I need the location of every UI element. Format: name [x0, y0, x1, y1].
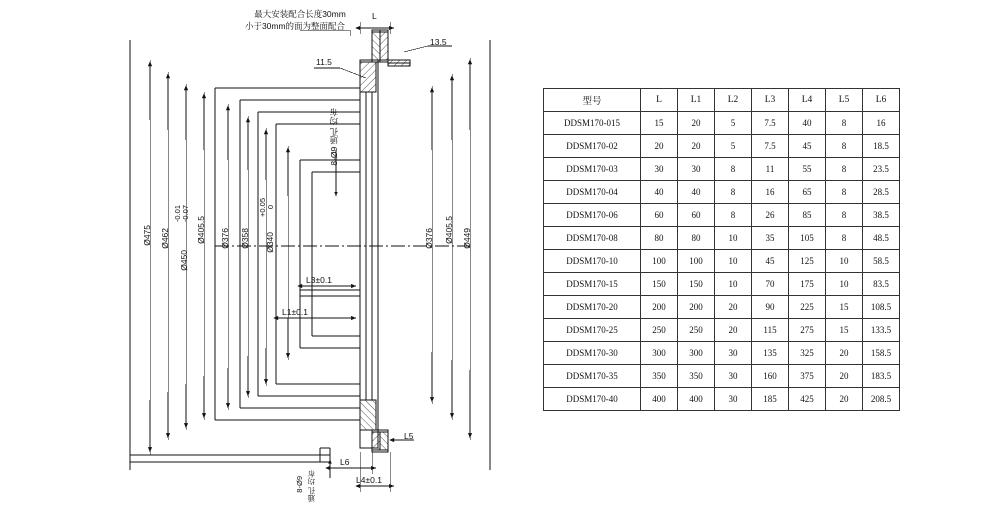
- dim-dia-405-5-right: Ø405.5: [444, 216, 454, 244]
- cell-model: DDSM170-04: [544, 181, 641, 204]
- col-L2: L2: [715, 89, 752, 112]
- cell-value: 183.5: [863, 365, 900, 388]
- cell-value: 30: [641, 158, 678, 181]
- cell-value: 40: [789, 112, 826, 135]
- cell-value: 10: [715, 250, 752, 273]
- dim-L3: L3±0.1: [306, 275, 332, 285]
- cell-value: 45: [752, 250, 789, 273]
- cell-value: 10: [715, 273, 752, 296]
- cell-value: 185: [752, 388, 789, 411]
- cell-value: 350: [641, 365, 678, 388]
- cell-value: 200: [641, 296, 678, 319]
- cell-value: 100: [678, 250, 715, 273]
- note-max-fit-length: 最大安装配合长度30mm: [254, 9, 346, 19]
- cell-value: 225: [789, 296, 826, 319]
- cell-value: 60: [678, 204, 715, 227]
- cell-value: 83.5: [863, 273, 900, 296]
- table-row: [544, 296, 900, 319]
- cell-value: 20: [641, 135, 678, 158]
- cell-value: 16: [863, 112, 900, 135]
- spec-table-wrapper: [543, 88, 900, 411]
- cell-value: 38.5: [863, 204, 900, 227]
- col-L: L: [641, 89, 678, 112]
- hole-note-lower-1: 8-Ø9: [295, 476, 304, 493]
- table-row: [544, 319, 900, 342]
- cell-value: 150: [678, 273, 715, 296]
- dim-dia-376-left: Ø376: [220, 228, 230, 249]
- col-L4: L4: [789, 89, 826, 112]
- dim-11-5: 11.5: [316, 57, 332, 67]
- hole-note-upper: 8-Ø9 通孔 均布: [329, 108, 339, 166]
- dim-dia-450-tol-lower: -0.07: [181, 205, 190, 223]
- cell-model: DDSM170-03: [544, 158, 641, 181]
- cell-value: 30: [715, 388, 752, 411]
- cell-value: 175: [789, 273, 826, 296]
- dim-dia-462: Ø462: [160, 228, 170, 249]
- cell-value: 20: [826, 365, 863, 388]
- cell-value: 55: [789, 158, 826, 181]
- cell-value: 65: [789, 181, 826, 204]
- cell-value: 133.5: [863, 319, 900, 342]
- cell-value: 18.5: [863, 135, 900, 158]
- col-L3: L3: [752, 89, 789, 112]
- cell-value: 40: [641, 181, 678, 204]
- dim-L: L: [372, 11, 377, 21]
- cell-value: 400: [678, 388, 715, 411]
- cell-value: 8: [715, 181, 752, 204]
- cell-model: DDSM170-35: [544, 365, 641, 388]
- dim-L4: L4±0.1: [356, 475, 382, 485]
- cell-value: 375: [789, 365, 826, 388]
- cell-value: 58.5: [863, 250, 900, 273]
- cell-value: 8: [826, 158, 863, 181]
- table-row: [544, 181, 900, 204]
- cell-model: DDSM170-015: [544, 112, 641, 135]
- hole-note-lower-2: 通孔 均布: [307, 470, 316, 503]
- dim-13-5: 13.5: [430, 37, 447, 47]
- cell-value: 23.5: [863, 158, 900, 181]
- dim-L1: L1±0.1: [282, 307, 308, 317]
- cell-value: 250: [641, 319, 678, 342]
- cell-value: 30: [678, 158, 715, 181]
- cell-value: 28.5: [863, 181, 900, 204]
- dim-dia-405-5-left: Ø405.5: [196, 216, 206, 244]
- cell-value: 150: [641, 273, 678, 296]
- cell-value: 8: [826, 181, 863, 204]
- cell-value: 40: [678, 181, 715, 204]
- cell-value: 70: [752, 273, 789, 296]
- cell-value: 425: [789, 388, 826, 411]
- cell-value: 8: [826, 204, 863, 227]
- cell-value: 10: [715, 227, 752, 250]
- cell-model: DDSM170-40: [544, 388, 641, 411]
- cell-value: 160: [752, 365, 789, 388]
- cell-value: 26: [752, 204, 789, 227]
- table-row: [544, 365, 900, 388]
- cell-value: 108.5: [863, 296, 900, 319]
- cell-value: 7.5: [752, 135, 789, 158]
- cell-model: DDSM170-08: [544, 227, 641, 250]
- dim-dia-475: Ø475: [142, 225, 152, 246]
- cell-value: 11: [752, 158, 789, 181]
- table-row: [544, 158, 900, 181]
- cell-model: DDSM170-15: [544, 273, 641, 296]
- table-row: [544, 273, 900, 296]
- cell-value: 90: [752, 296, 789, 319]
- cell-value: 20: [826, 342, 863, 365]
- cell-value: 135: [752, 342, 789, 365]
- table-row: [544, 227, 900, 250]
- cell-value: 200: [678, 296, 715, 319]
- cell-value: 85: [789, 204, 826, 227]
- table-row: [544, 112, 900, 135]
- cell-model: DDSM170-10: [544, 250, 641, 273]
- dim-dia-449: Ø449: [462, 228, 472, 249]
- table-row: [544, 250, 900, 273]
- cell-value: 30: [715, 365, 752, 388]
- cell-value: 15: [826, 296, 863, 319]
- cell-model: DDSM170-25: [544, 319, 641, 342]
- table-row: [544, 204, 900, 227]
- cell-value: 300: [678, 342, 715, 365]
- spec-table-head: [544, 89, 900, 112]
- cell-value: 325: [789, 342, 826, 365]
- cell-value: 300: [641, 342, 678, 365]
- cell-value: 350: [678, 365, 715, 388]
- dim-dia-340: Ø340: [265, 232, 275, 253]
- cell-model: DDSM170-30: [544, 342, 641, 365]
- cell-value: 208.5: [863, 388, 900, 411]
- cell-value: 10: [826, 273, 863, 296]
- col-L1: L1: [678, 89, 715, 112]
- cell-model: DDSM170-02: [544, 135, 641, 158]
- table-header-row: [544, 89, 900, 112]
- cell-value: 8: [715, 204, 752, 227]
- dim-dia-450-tol-upper: -0.01: [173, 205, 182, 223]
- cell-value: 35: [752, 227, 789, 250]
- cell-value: 20: [826, 388, 863, 411]
- cell-value: 20: [715, 319, 752, 342]
- cell-value: 10: [826, 250, 863, 273]
- cell-value: 250: [678, 319, 715, 342]
- table-row: [544, 388, 900, 411]
- cell-value: 8: [826, 227, 863, 250]
- cell-value: 105: [789, 227, 826, 250]
- col-model: 型号: [544, 89, 641, 112]
- cell-value: 7.5: [752, 112, 789, 135]
- cell-value: 20: [715, 296, 752, 319]
- dim-dia-340-tol-lower: 0: [266, 205, 275, 210]
- cell-value: 45: [789, 135, 826, 158]
- cell-value: 5: [715, 135, 752, 158]
- cell-value: 8: [826, 135, 863, 158]
- cell-value: 8: [715, 158, 752, 181]
- cell-model: DDSM170-20: [544, 296, 641, 319]
- col-L6: L6: [863, 89, 900, 112]
- cell-value: 48.5: [863, 227, 900, 250]
- dim-dia-358: Ø358: [240, 228, 250, 249]
- dim-dia-376-right: Ø376: [424, 228, 434, 249]
- cell-value: 8: [826, 112, 863, 135]
- table-row: [544, 135, 900, 158]
- cell-value: 5: [715, 112, 752, 135]
- cell-value: 275: [789, 319, 826, 342]
- note-less-than-30: 小于30mm的面为整面配合: [244, 21, 346, 31]
- cell-value: 100: [641, 250, 678, 273]
- cell-value: 80: [641, 227, 678, 250]
- cell-value: 20: [678, 135, 715, 158]
- dim-dia-340-tol-upper: +0.05: [258, 198, 267, 217]
- cell-value: 30: [715, 342, 752, 365]
- cell-value: 20: [678, 112, 715, 135]
- col-L5: L5: [826, 89, 863, 112]
- spec-table: [543, 88, 900, 411]
- cell-value: 60: [641, 204, 678, 227]
- dim-L5: L5: [404, 431, 414, 441]
- spec-table-body: [544, 112, 900, 411]
- cell-value: 125: [789, 250, 826, 273]
- cell-value: 15: [826, 319, 863, 342]
- cell-value: 115: [752, 319, 789, 342]
- table-row: [544, 342, 900, 365]
- cell-value: 16: [752, 181, 789, 204]
- cell-value: 15: [641, 112, 678, 135]
- cell-value: 400: [641, 388, 678, 411]
- dim-L6: L6: [340, 457, 350, 467]
- cell-model: DDSM170-06: [544, 204, 641, 227]
- dim-dia-450: Ø450: [179, 250, 189, 271]
- cell-value: 80: [678, 227, 715, 250]
- cell-value: 158.5: [863, 342, 900, 365]
